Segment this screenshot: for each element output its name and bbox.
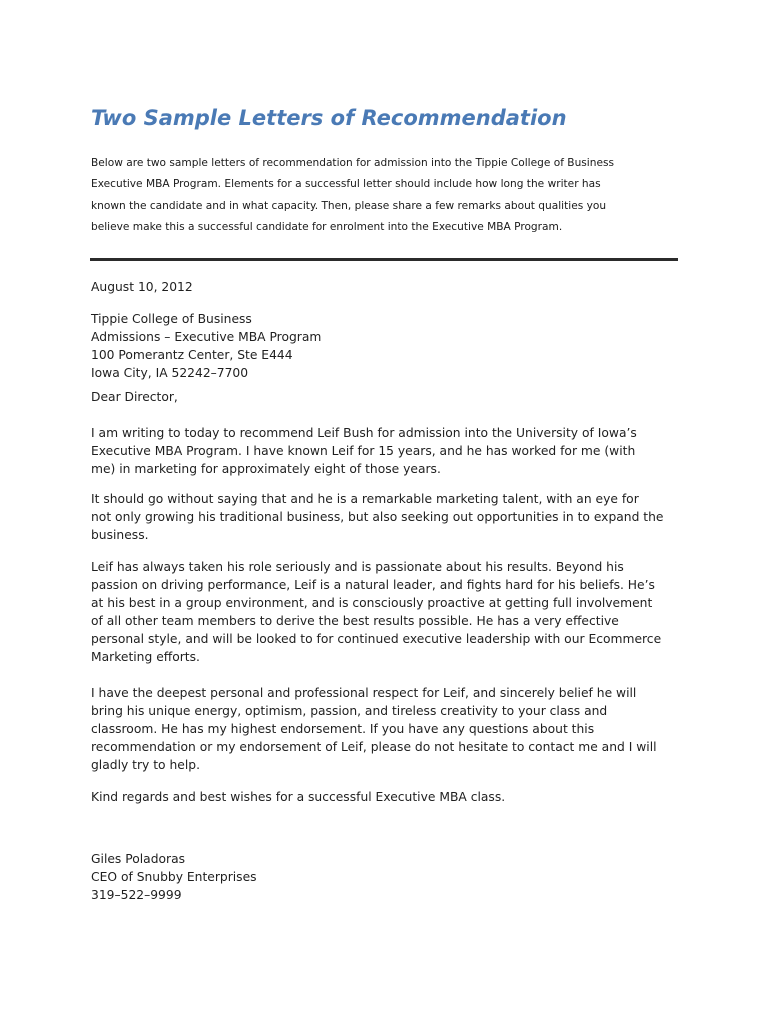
paragraph-line: at his best in a group environment, and is consciously proactive at getting full involvement — [91, 596, 653, 610]
closing-line: Kind regards and best wishes for a successful Executive MBA class. — [91, 790, 506, 804]
letter-paragraph-1 — [91, 424, 637, 478]
paragraph-line: bring his unique energy, optimism, passion, and tireless creativity to your class and — [91, 704, 608, 718]
intro-line: Executive MBA Program. Elements for a successful letter should include how long the writer has — [91, 178, 601, 191]
paragraph-line: Marketing efforts. — [91, 650, 200, 664]
paragraph-line: I have the deepest personal and professional respect for Leif, and sincerely belief he will — [91, 686, 637, 700]
paragraph-line: I am writing to today to recommend Leif Bush for admission into the University of Iowa’s — [91, 426, 637, 440]
intro-paragraph — [91, 153, 691, 238]
address-line: Iowa City, IA 52242–7700 — [91, 366, 249, 380]
letter-paragraph-3 — [91, 558, 661, 666]
signature-title: CEO of Snubby Enterprises — [91, 870, 257, 884]
paragraph-line: Executive MBA Program. I have known Leif for 15 years, and he has worked for me (with — [91, 444, 636, 458]
paragraph-line: Leif has always taken his role seriously and is passionate about his results. Beyond his — [91, 560, 624, 574]
signature-name: Giles Poladoras — [91, 852, 186, 866]
intro-line: believe make this a successful candidate for enrolment into the Executive MBA Program. — [91, 220, 563, 233]
paragraph-line: recommendation or my endorsement of Leif, please do not hesitate to contact me and I will — [91, 740, 657, 754]
paragraph-line: me) in marketing for approximately eight of those years. — [91, 462, 441, 476]
letter-paragraph-4 — [91, 684, 657, 774]
letter-closing — [91, 788, 505, 806]
address-line: Tippie College of Business — [91, 312, 252, 326]
date-line: August 10, 2012 — [91, 280, 193, 294]
paragraph-line: gladly try to help. — [91, 758, 200, 772]
address-line: Admissions – Executive MBA Program — [91, 330, 322, 344]
signature-phone: 319–522–9999 — [91, 888, 182, 902]
paragraph-line: It should go without saying that and he is a remarkable marketing talent, with an eye for — [91, 492, 639, 506]
salutation-line: Dear Director, — [91, 390, 178, 404]
signature-block — [91, 850, 257, 904]
letter-paragraph-2 — [91, 490, 664, 544]
paragraph-line: classroom. He has my highest endorsement. If you have any questions about this — [91, 722, 595, 736]
paragraph-line: of all other team members to derive the best results possible. He has a very effective — [91, 614, 619, 628]
recipient-address — [91, 310, 321, 382]
paragraph-line: not only growing his traditional business, but also seeking out opportunities in to expand the — [91, 510, 664, 524]
paragraph-line: passion on driving performance, Leif is a natural leader, and fights hard for his beliefs. He’s — [91, 578, 655, 592]
paragraph-line: business. — [91, 528, 149, 542]
intro-line: known the candidate and in what capacity. Then, please share a few remarks about qualities you — [91, 199, 607, 212]
salutation — [91, 388, 178, 406]
section-divider — [90, 258, 678, 261]
paragraph-line: personal style, and will be looked to for continued executive leadership with our Ecommerce — [91, 632, 662, 646]
letter-date — [91, 278, 193, 296]
document-title: Two Sample Letters of Recommendation — [91, 106, 567, 130]
address-line: 100 Pomerantz Center, Ste E444 — [91, 348, 293, 362]
intro-line: Below are two sample letters of recommendation for admission into the Tippie College of Business — [91, 157, 615, 169]
